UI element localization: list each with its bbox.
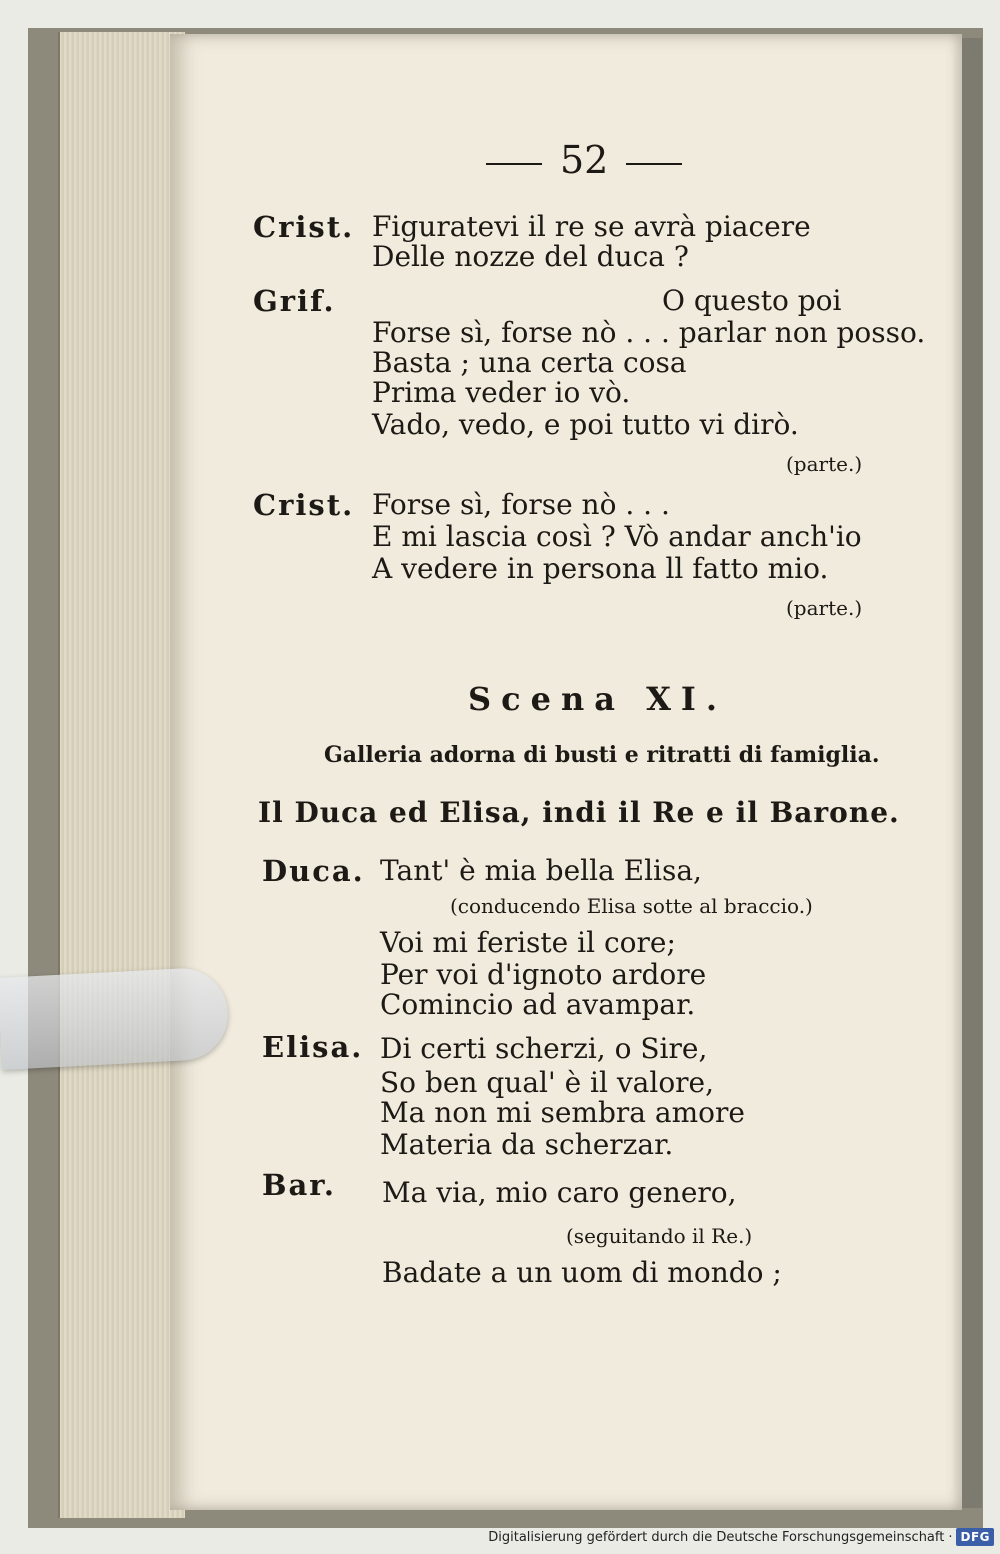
speaker-duca: Duca. [262, 854, 365, 888]
verse-line: Vado, vedo, e poi tutto vi dirò. [372, 408, 799, 441]
speaker-elisa: Elisa. [262, 1030, 364, 1064]
scene-setting: Galleria adorna di busti e ritratti di famiglia. [324, 742, 880, 768]
speaker-grif: Grif. [253, 284, 336, 318]
verse-line: Per voi d'ignoto ardore [380, 958, 707, 991]
speaker-crist: Crist. [253, 210, 355, 244]
left-rule [486, 163, 542, 165]
page-number-text: 52 [560, 138, 609, 182]
verse-line: A vedere in persona ll fatto mio. [372, 552, 829, 585]
stage-direction: (parte.) [786, 452, 863, 476]
scene-cast: Il Duca ed Elisa, indi il Re e il Barone. [258, 796, 900, 829]
verse-line: Badate a un uom di mondo ; [382, 1256, 782, 1289]
dfg-logo-icon: DFG [956, 1528, 994, 1546]
verse-line: Forse sì, forse nò . . . parlar non posso. [372, 316, 926, 349]
stage-direction: (conducendo Elisa sotte al braccio.) [450, 894, 813, 918]
verse-line: Tant' è mia bella Elisa, [380, 854, 702, 887]
verse-line: Basta ; una certa cosa [372, 346, 687, 379]
speaker-bar: Bar. [262, 1168, 337, 1202]
stage-direction: (seguitando il Re.) [566, 1224, 753, 1248]
bookmark-clip [0, 966, 230, 1070]
page-number [468, 138, 700, 182]
right-rule [626, 163, 682, 165]
scene-heading: Scena XI. [468, 680, 728, 718]
verse-line: Figuratevi il re se avrà piacere [372, 210, 811, 243]
verse-line: Ma via, mio caro genero, [382, 1176, 737, 1209]
verse-line: E mi lascia così ? Vò andar anch'io [372, 520, 862, 553]
digitization-footer [488, 1524, 994, 1550]
verse-line: Voi mi feriste il core; [380, 926, 676, 959]
verse-line: Delle nozze del duca ? [372, 240, 689, 273]
stage-direction: (parte.) [786, 596, 863, 620]
page-edges [58, 32, 185, 1518]
verse-line: So ben qual' è il valore, [380, 1066, 715, 1099]
speaker-crist: Crist. [253, 488, 355, 522]
verse-line: Ma non mi sembra amore [380, 1096, 745, 1129]
verse-line: Materia da scherzar. [380, 1128, 674, 1161]
verse-line: O questo poi [662, 284, 842, 317]
verse-line: Comincio ad avampar. [380, 988, 696, 1021]
verse-line: Forse sì, forse nò . . . [372, 488, 670, 521]
footer-text: Digitalisierung gefördert durch die Deutsche Forschungsgemeinschaft [488, 1529, 945, 1545]
verse-line: Prima veder io vò. [372, 376, 631, 409]
verse-line: Di certi scherzi, o Sire, [380, 1032, 708, 1065]
footer-separator: · [948, 1529, 953, 1545]
